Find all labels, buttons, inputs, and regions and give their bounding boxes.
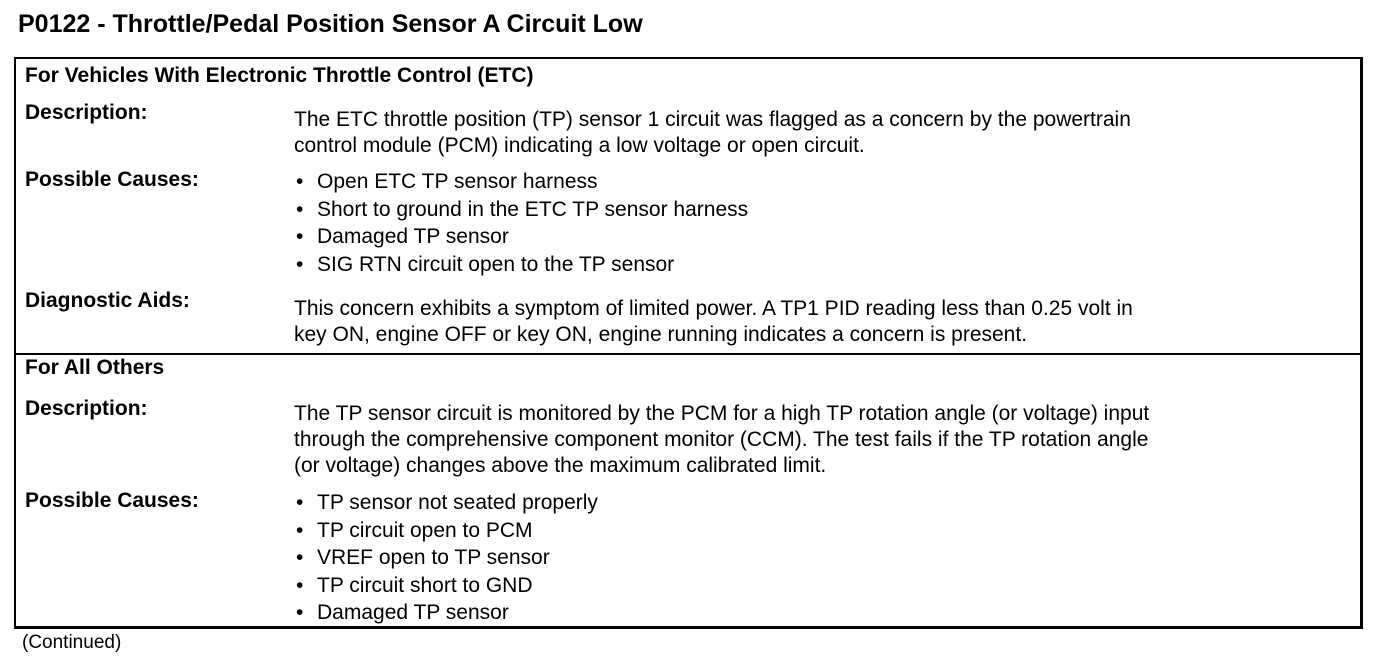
list-item: • SIG RTN circuit open to the TP sensor (294, 251, 748, 279)
continued-note: (Continued) (22, 632, 122, 653)
possible-causes-list (294, 489, 598, 627)
dtc-info-table (14, 57, 1363, 629)
description-line: (or voltage) changes above the maximum calibrated limit. (294, 454, 827, 477)
list-item: • Short to ground in the ETC TP sensor harness (294, 196, 748, 224)
diagnostic-aids-line: key ON, engine OFF or key ON, engine running indicates a concern is present. (294, 323, 1028, 346)
description-text (294, 107, 1354, 159)
description-line: The TP sensor circuit is monitored by the PCM for a high TP rotation angle (or voltage) input (294, 402, 1150, 425)
list-item: • Damaged TP sensor (294, 223, 748, 251)
description-label: Description: (25, 397, 148, 420)
description-line: through the comprehensive component monitor (CCM). The test fails if the TP rotation angle (294, 428, 1149, 451)
possible-causes-label: Possible Causes: (25, 489, 199, 512)
description-line: The ETC throttle position (TP) sensor 1 circuit was flagged as a concern by the powertrain (294, 108, 1131, 131)
list-item: • TP circuit short to GND (294, 572, 598, 600)
list-item: • Damaged TP sensor (294, 599, 598, 627)
possible-causes-list (294, 168, 748, 278)
description-label: Description: (25, 101, 148, 124)
description-text (294, 401, 1354, 479)
diagnostic-aids-label: Diagnostic Aids: (25, 289, 190, 312)
section-all-others (16, 353, 1360, 628)
section-etc (16, 59, 1360, 353)
section-heading: For All Others (25, 356, 165, 379)
possible-causes-label: Possible Causes: (25, 168, 199, 191)
list-item: • TP sensor not seated properly (294, 489, 598, 517)
description-line: control module (PCM) indicating a low voltage or open circuit. (294, 134, 865, 157)
diagnostic-aids-line: This concern exhibits a symptom of limited power. A TP1 PID reading less than 0.25 volt in (294, 297, 1133, 320)
list-item: • VREF open to TP sensor (294, 544, 598, 572)
list-item: • TP circuit open to PCM (294, 517, 598, 545)
diagnostic-aids-text (294, 296, 1354, 348)
list-item: • Open ETC TP sensor harness (294, 168, 748, 196)
page-title: P0122 - Throttle/Pedal Position Sensor A Circuit Low (18, 10, 643, 38)
section-heading: For Vehicles With Electronic Throttle Control (ETC) (25, 64, 534, 87)
